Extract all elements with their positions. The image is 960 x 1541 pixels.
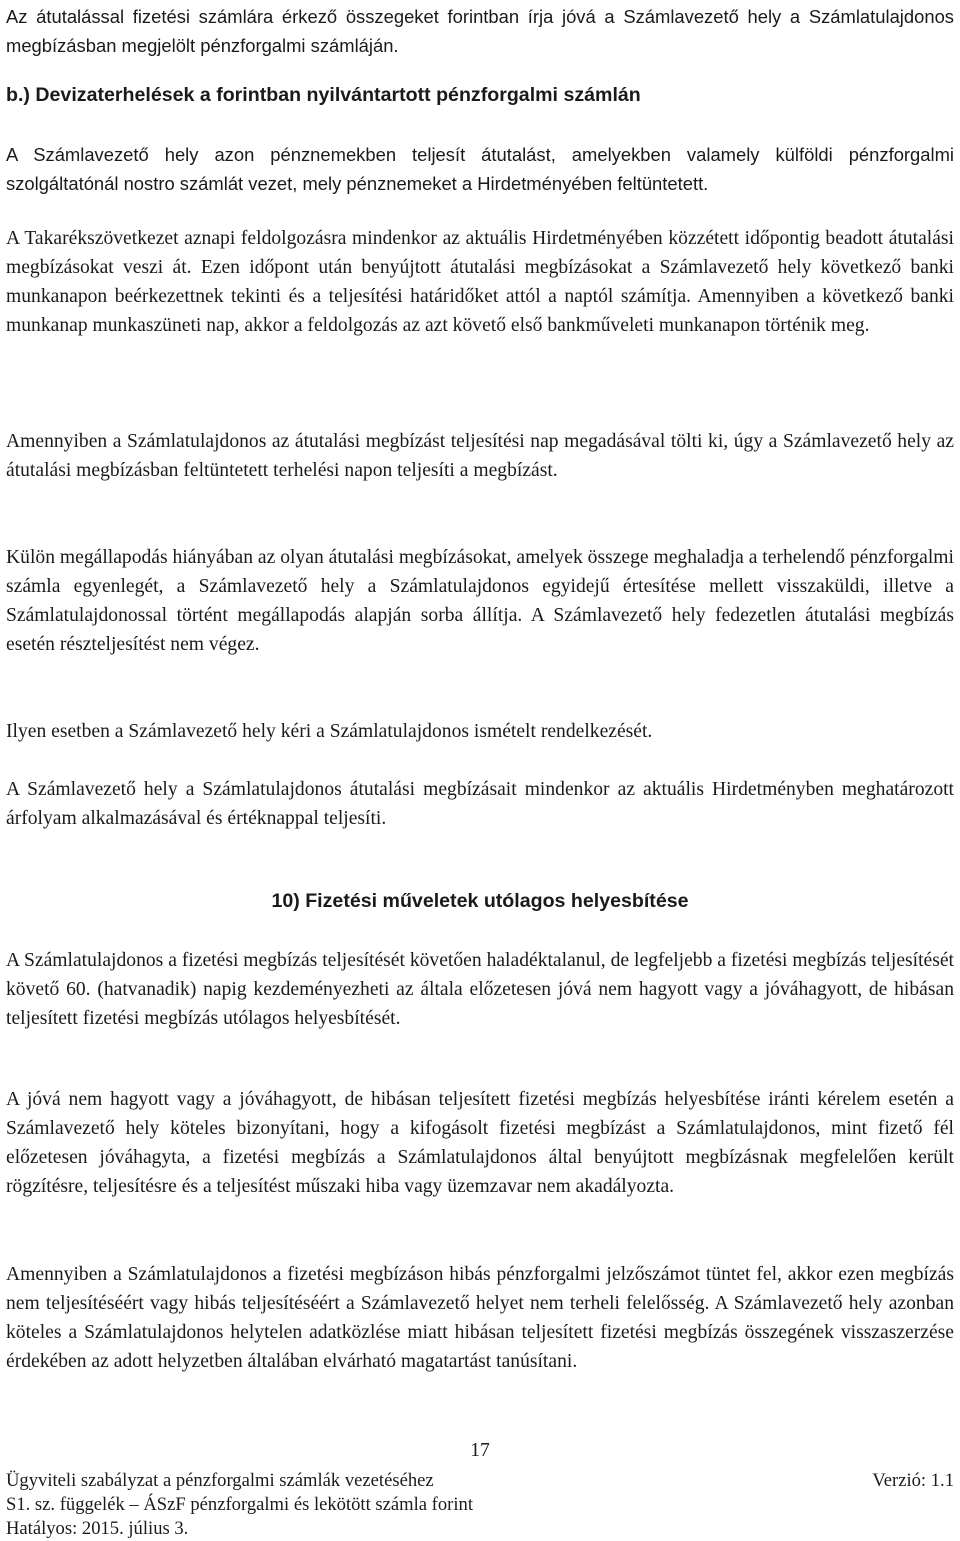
footer-line-1 [6, 1469, 954, 1493]
section-10-paragraph-1 [6, 946, 954, 1033]
paragraph-text: A Számlavezető hely a Számlatulajdonos átutalási megbízásait mindenkor az aktuális Hirdetményben meghatározott árfolyam alkalmazásával és értéknappal teljesíti. [6, 779, 954, 829]
section-10-paragraph-3 [6, 1260, 954, 1376]
paragraph-text: A Takarékszövetkezet aznapi feldolgozásra mindenkor az aktuális Hirdetményében közzétett időpontig beadott átutalási megbízásokat veszi át. Ezen időpont után benyújtott átutalási megbízásokat a Számlavezető hely következő banki munkanapon beérkezettnek tekinti és a teljesítési határidőket attól a naptól számítja. Amennyiben a következő banki munkanap munkaszüneti nap, akkor a feldolgozás az azt követő első bankműveleti munkanapon történik meg. [6, 228, 954, 336]
paragraph-text: Amennyiben a Számlatulajdonos az átutalási megbízást teljesítési nap megadásával tölti ki, úgy a Számlavezető hely az átutalási megbízásban feltüntetett terhelési napon teljesíti a megbízást. [6, 431, 954, 481]
paragraph-text: Ilyen esetben a Számlavezető hely kéri a Számlatulajdonos ismételt rendelkezését. [6, 721, 653, 742]
footer-effective-date: Hatályos: 2015. július 3. [6, 1518, 189, 1539]
section-10-paragraph-2 [6, 1085, 954, 1201]
section-b-paragraph-2 [6, 224, 954, 340]
footer-line-3 [6, 1517, 954, 1541]
section-b-paragraph-3 [6, 427, 954, 485]
paragraph-text: Külön megállapodás hiányában az olyan átutalási megbízásokat, amelyek összege meghaladja a terhelendő pénzforgalmi számla egyenlegét, a Számlavezető hely a Számlatulajdonos egyidejű értesítése mellett visszaküldi, illetve a Számlatulajdonossal történt megállapodás alapján sorba állítja. A Számlavezető hely fedezetlen átutalási megbízás esetén részteljesítést nem végez. [6, 547, 954, 655]
section-b-paragraph-5 [6, 717, 954, 746]
section-b-heading: b.) Devizaterhelések a forintban nyilvántartott pénzforgalmi számlán [6, 84, 641, 106]
section-b-paragraph-4 [6, 543, 954, 659]
paragraph-text: A Számlatulajdonos a fizetési megbízás teljesítését követően haladéktalanul, de legfeljebb a fizetési megbízás teljesítését követő 60. (hatvanadik) napig kezdeményezheti az általa előzetesen jóvá nem hagyott vagy a jóváhagyott, de hibásan teljesített fizetési megbízás utólagos helyesbítését. [6, 950, 954, 1029]
section-b-heading-block [6, 81, 954, 110]
footer-document-title: Ügyviteli szabályzat a pénzforgalmi számlák vezetéséhez [6, 1470, 434, 1491]
paragraph-text: A jóvá nem hagyott vagy a jóváhagyott, de hibásan teljesített fizetési megbízás helyesbítése iránti kérelem esetén a Számlavezető hely köteles bizonyítani, hogy a kifogásolt fizetési megbízást a Számlatulajdonos, mint fizető fél előzetesen jóváhagyta, a fizetési megbízás a Számlatulajdonos által benyújtott megbízásnak megfelelően került rögzítésre, teljesítésre és a teljesítést műszaki hiba vagy üzemzavar nem akadályozta. [6, 1089, 954, 1197]
footer-appendix: S1. sz. függelék – ÁSzF pénzforgalmi és lekötött számla forint [6, 1494, 473, 1515]
footer-line-2 [6, 1493, 954, 1517]
page-number: 17 [470, 1440, 490, 1461]
section-b-paragraph-1 [6, 140, 954, 198]
section-10-heading: 10) Fizetési műveletek utólagos helyesbítése [271, 890, 689, 912]
section-10-heading-block [6, 887, 954, 916]
footer-version: Verzió: 1.1 [872, 1470, 954, 1491]
section-b-paragraph-6 [6, 775, 954, 833]
intro-paragraph [6, 2, 954, 60]
paragraph-text: Amennyiben a Számlatulajdonos a fizetési megbízáson hibás pénzforgalmi jelzőszámot tüntet fel, akkor ezen megbízás nem teljesítéséért vagy hibás teljesítéséért a Számlavezető helyet nem terheli felelősség. A Számlavezető hely azonban köteles a Számlatulajdonos helytelen adatközlése miatt hibásan teljesített fizetési megbízás összegének visszaszerzése érdekében az adott helyzetben általában elvárható magatartást tanúsítani. [6, 1264, 954, 1372]
intro-text: Az átutalással fizetési számlára érkező összegeket forintban írja jóvá a Számlavezető hely a Számlatulajdonos megbízásban megjelölt pénzforgalmi számláján. [6, 6, 954, 56]
paragraph-text: A Számlavezető hely azon pénznemekben teljesít átutalást, amelyekben valamely külföldi pénzforgalmi szolgáltatónál nostro számlát vezet, mely pénznemeket a Hirdetményében feltüntetett. [6, 144, 954, 194]
